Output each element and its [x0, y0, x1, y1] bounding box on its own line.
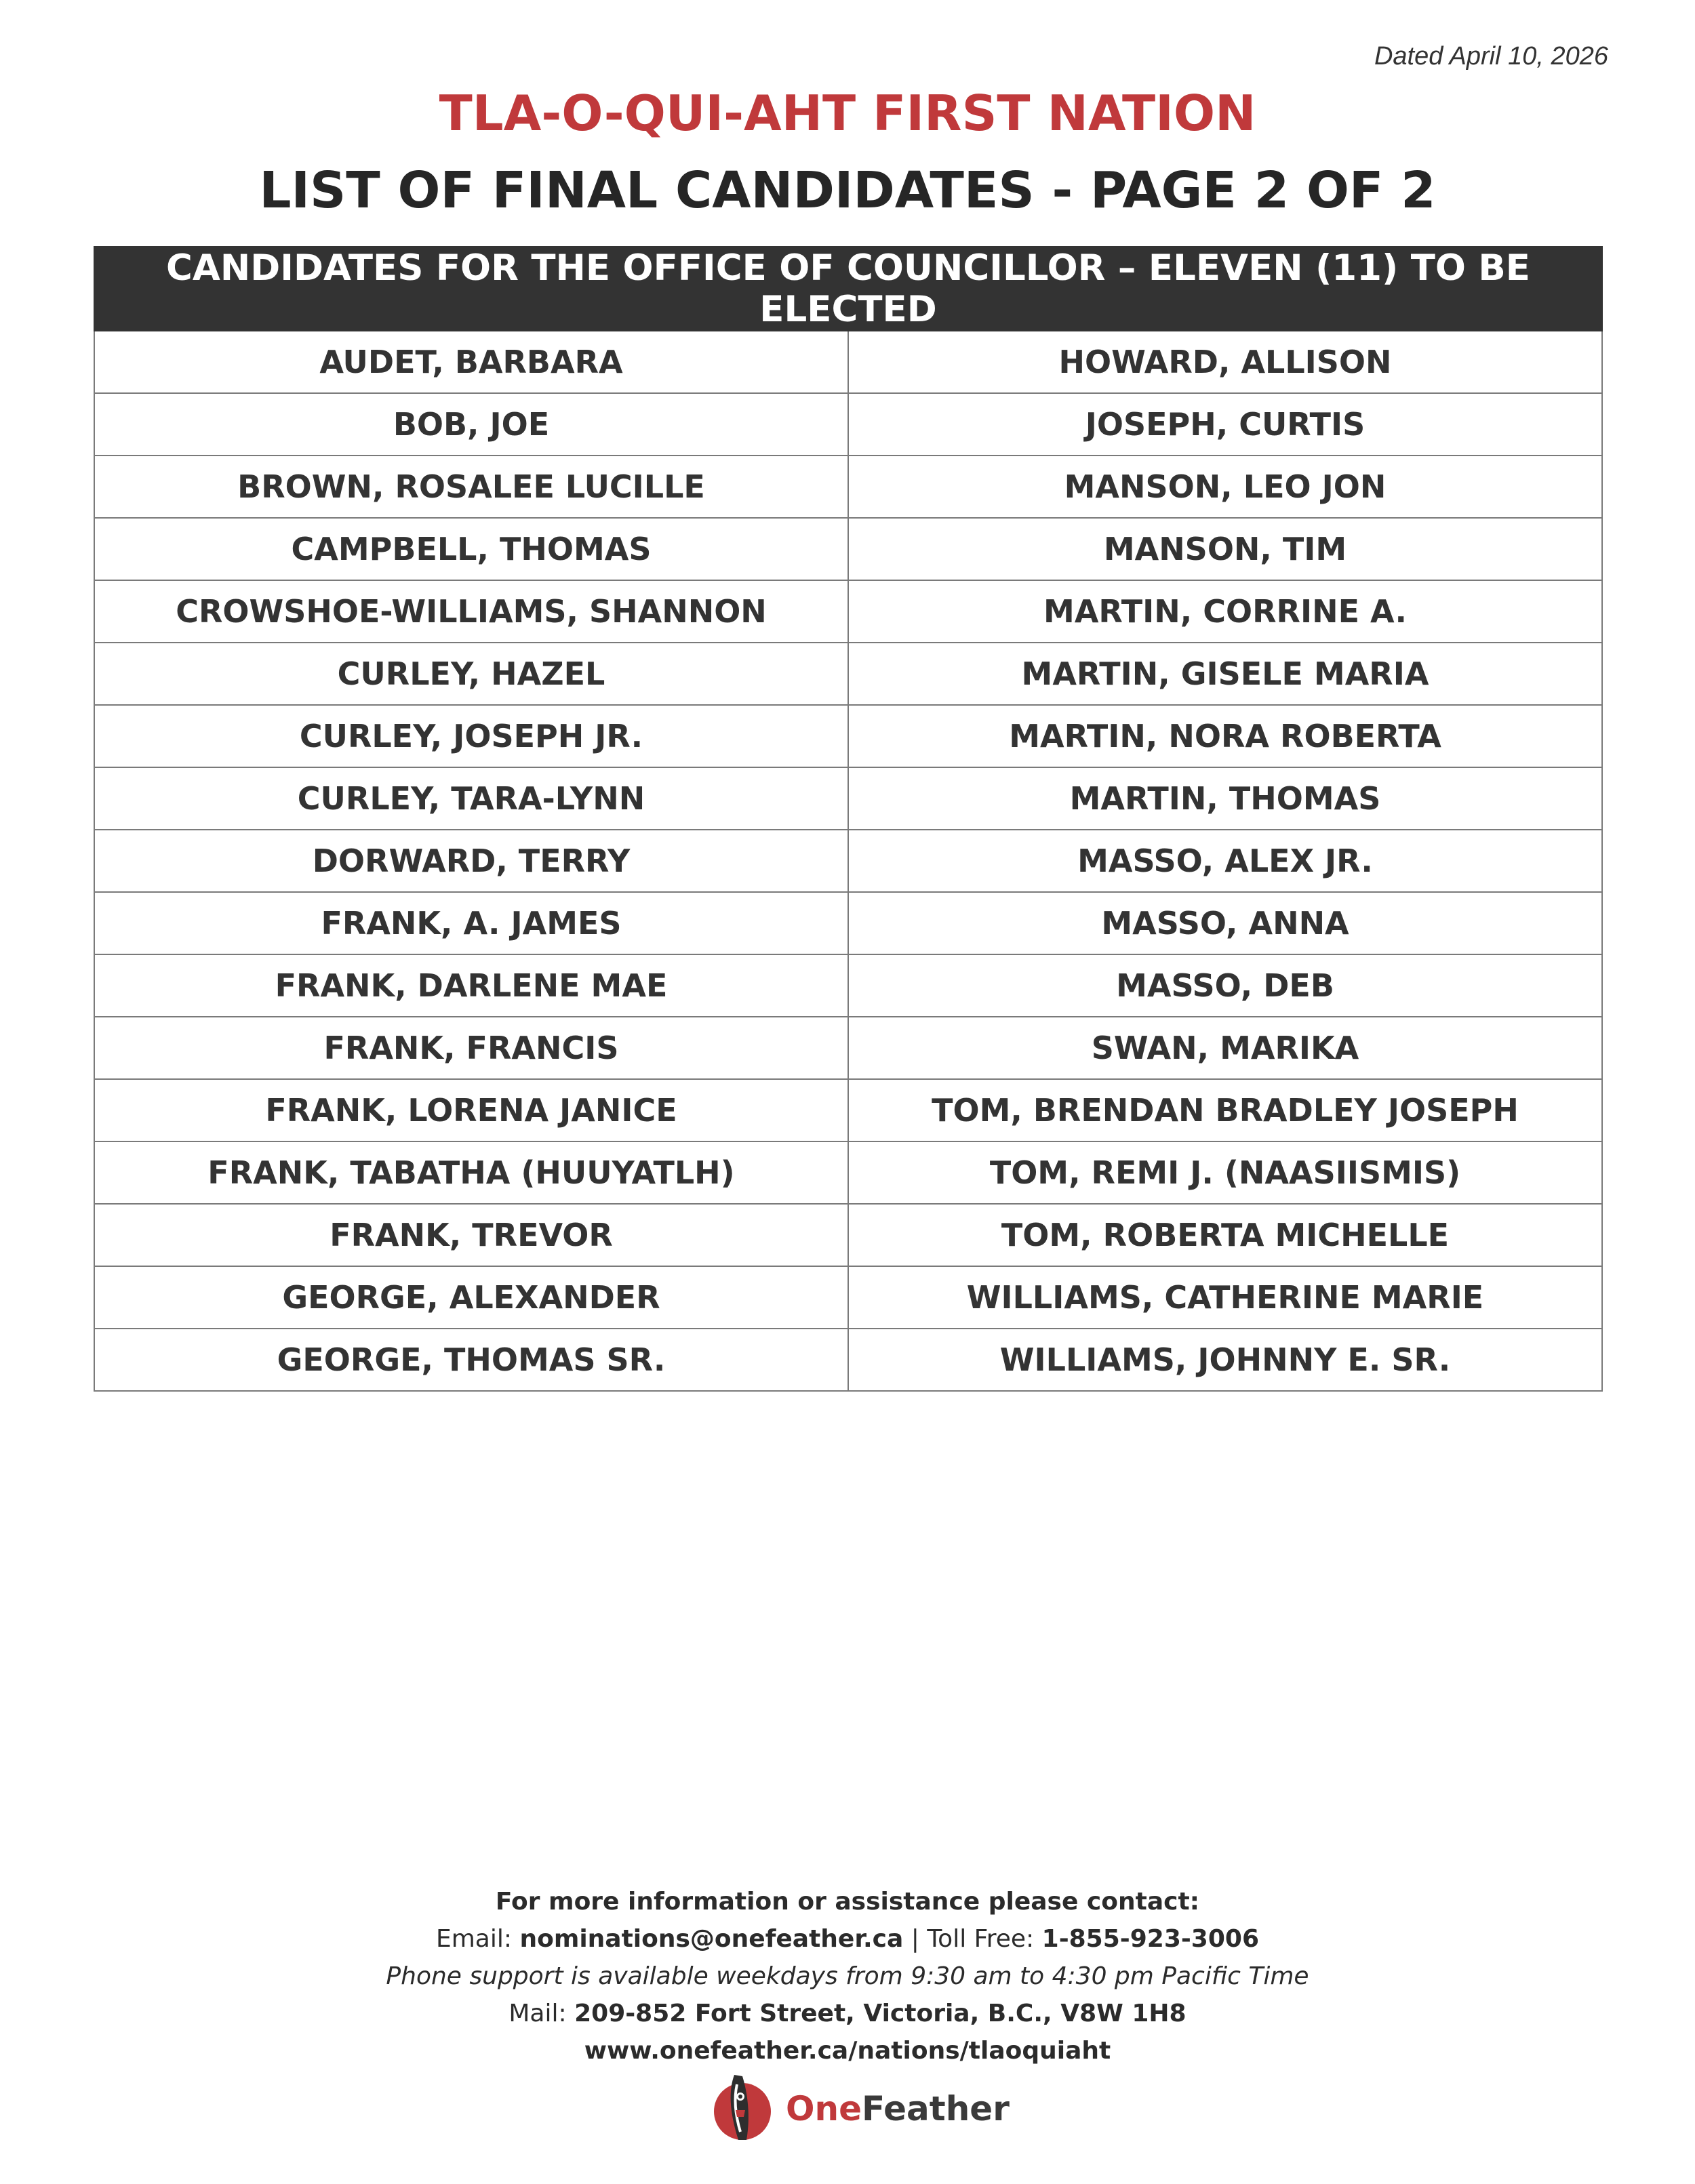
- candidate-rows: [94, 331, 1602, 1391]
- candidate-name-right: MASSO, DEB: [848, 954, 1602, 1017]
- candidate-name-left: CURLEY, HAZEL: [94, 643, 848, 705]
- candidate-name-right: WILLIAMS, JOHNNY E. SR.: [848, 1329, 1602, 1391]
- table-row: [94, 1141, 1602, 1204]
- candidate-name-right: JOSEPH, CURTIS: [848, 393, 1602, 456]
- separator: |: [911, 1925, 919, 1953]
- candidate-name-right: MASSO, ALEX JR.: [848, 830, 1602, 892]
- mail-line: [0, 1995, 1695, 2032]
- table-row: [94, 331, 1602, 393]
- table-row: [94, 393, 1602, 456]
- table-row: [94, 1079, 1602, 1141]
- logo-word-feather: Feather: [862, 2088, 1010, 2128]
- table-row: [94, 643, 1602, 705]
- candidate-name-right: MARTIN, NORA ROBERTA: [848, 705, 1602, 767]
- candidates-table: [94, 246, 1603, 1392]
- dated-label: Dated April 10, 2026: [1374, 42, 1608, 70]
- table-row: [94, 1266, 1602, 1329]
- feather-emblem-icon: [709, 2069, 776, 2147]
- candidate-name-left: BOB, JOE: [94, 393, 848, 456]
- candidate-name-left: FRANK, LORENA JANICE: [94, 1079, 848, 1141]
- contact-heading: For more information or assistance please contact:: [495, 1888, 1200, 1916]
- candidate-name-right: MANSON, LEO JON: [848, 456, 1602, 518]
- table-row: [94, 1017, 1602, 1079]
- page-title: LIST OF FINAL CANDIDATES - PAGE 2 OF 2: [259, 161, 1436, 220]
- candidate-name-right: MANSON, TIM: [848, 518, 1602, 580]
- toll-free-label: Toll Free:: [927, 1925, 1035, 1953]
- candidate-name-left: FRANK, TABATHA (HUUYATLH): [94, 1141, 848, 1204]
- candidate-name-left: BROWN, ROSALEE LUCILLE: [94, 456, 848, 518]
- mail-address: 209-852 Fort Street, Victoria, B.C., V8W 1H8: [574, 2000, 1186, 2027]
- table-row: [94, 1204, 1602, 1266]
- table-row: [94, 767, 1602, 830]
- candidate-name-right: HOWARD, ALLISON: [848, 331, 1602, 393]
- table-row: [94, 518, 1602, 580]
- contact-email-line: [0, 1920, 1695, 1958]
- table-header-row: [94, 247, 1602, 331]
- table-row: [94, 830, 1602, 892]
- candidate-name-left: CROWSHOE-WILLIAMS, SHANNON: [94, 580, 848, 643]
- phone-support-note: Phone support is available weekdays from 9:30 am to 4:30 pm Pacific Time: [386, 1962, 1309, 1990]
- candidate-name-left: AUDET, BARBARA: [94, 331, 848, 393]
- table-row: [94, 954, 1602, 1017]
- candidate-name-right: TOM, BRENDAN BRADLEY JOSEPH: [848, 1079, 1602, 1141]
- onefeather-logo: [709, 2069, 1010, 2147]
- email-label: Email:: [435, 1925, 512, 1953]
- footer: [0, 1883, 1695, 2069]
- mail-label: Mail:: [509, 2000, 567, 2027]
- toll-free-number[interactable]: 1-855-923-3006: [1041, 1925, 1260, 1953]
- table-heading: CANDIDATES FOR THE OFFICE OF COUNCILLOR – ELEVEN (11) TO BE ELECTED: [94, 247, 1602, 331]
- candidate-name-right: WILLIAMS, CATHERINE MARIE: [848, 1266, 1602, 1329]
- logo-word-one: One: [786, 2088, 862, 2128]
- table-row: [94, 456, 1602, 518]
- table-row: [94, 580, 1602, 643]
- nation-title: TLA-O-QUI-AHT FIRST NATION: [439, 85, 1256, 142]
- candidate-name-left: GEORGE, THOMAS SR.: [94, 1329, 848, 1391]
- website-link[interactable]: www.onefeather.ca/nations/tlaoquiaht: [584, 2037, 1111, 2065]
- candidate-name-left: FRANK, FRANCIS: [94, 1017, 848, 1079]
- candidate-name-left: CURLEY, TARA-LYNN: [94, 767, 848, 830]
- candidate-name-right: MARTIN, THOMAS: [848, 767, 1602, 830]
- table-row: [94, 1329, 1602, 1391]
- candidate-name-left: FRANK, DARLENE MAE: [94, 954, 848, 1017]
- logo-wordmark: [786, 2089, 1010, 2128]
- candidate-name-right: TOM, ROBERTA MICHELLE: [848, 1204, 1602, 1266]
- candidate-name-right: MARTIN, CORRINE A.: [848, 580, 1602, 643]
- candidate-name-right: MARTIN, GISELE MARIA: [848, 643, 1602, 705]
- candidate-name-left: CAMPBELL, THOMAS: [94, 518, 848, 580]
- candidate-name-left: DORWARD, TERRY: [94, 830, 848, 892]
- candidate-name-left: CURLEY, JOSEPH JR.: [94, 705, 848, 767]
- candidate-name-left: GEORGE, ALEXANDER: [94, 1266, 848, 1329]
- candidate-name-left: FRANK, A. JAMES: [94, 892, 848, 954]
- candidate-name-right: TOM, REMI J. (NAASIISMIS): [848, 1141, 1602, 1204]
- candidate-name-left: FRANK, TREVOR: [94, 1204, 848, 1266]
- candidate-name-right: SWAN, MARIKA: [848, 1017, 1602, 1079]
- table-row: [94, 705, 1602, 767]
- table-row: [94, 892, 1602, 954]
- email-link[interactable]: nominations@onefeather.ca: [519, 1925, 904, 1953]
- candidate-name-right: MASSO, ANNA: [848, 892, 1602, 954]
